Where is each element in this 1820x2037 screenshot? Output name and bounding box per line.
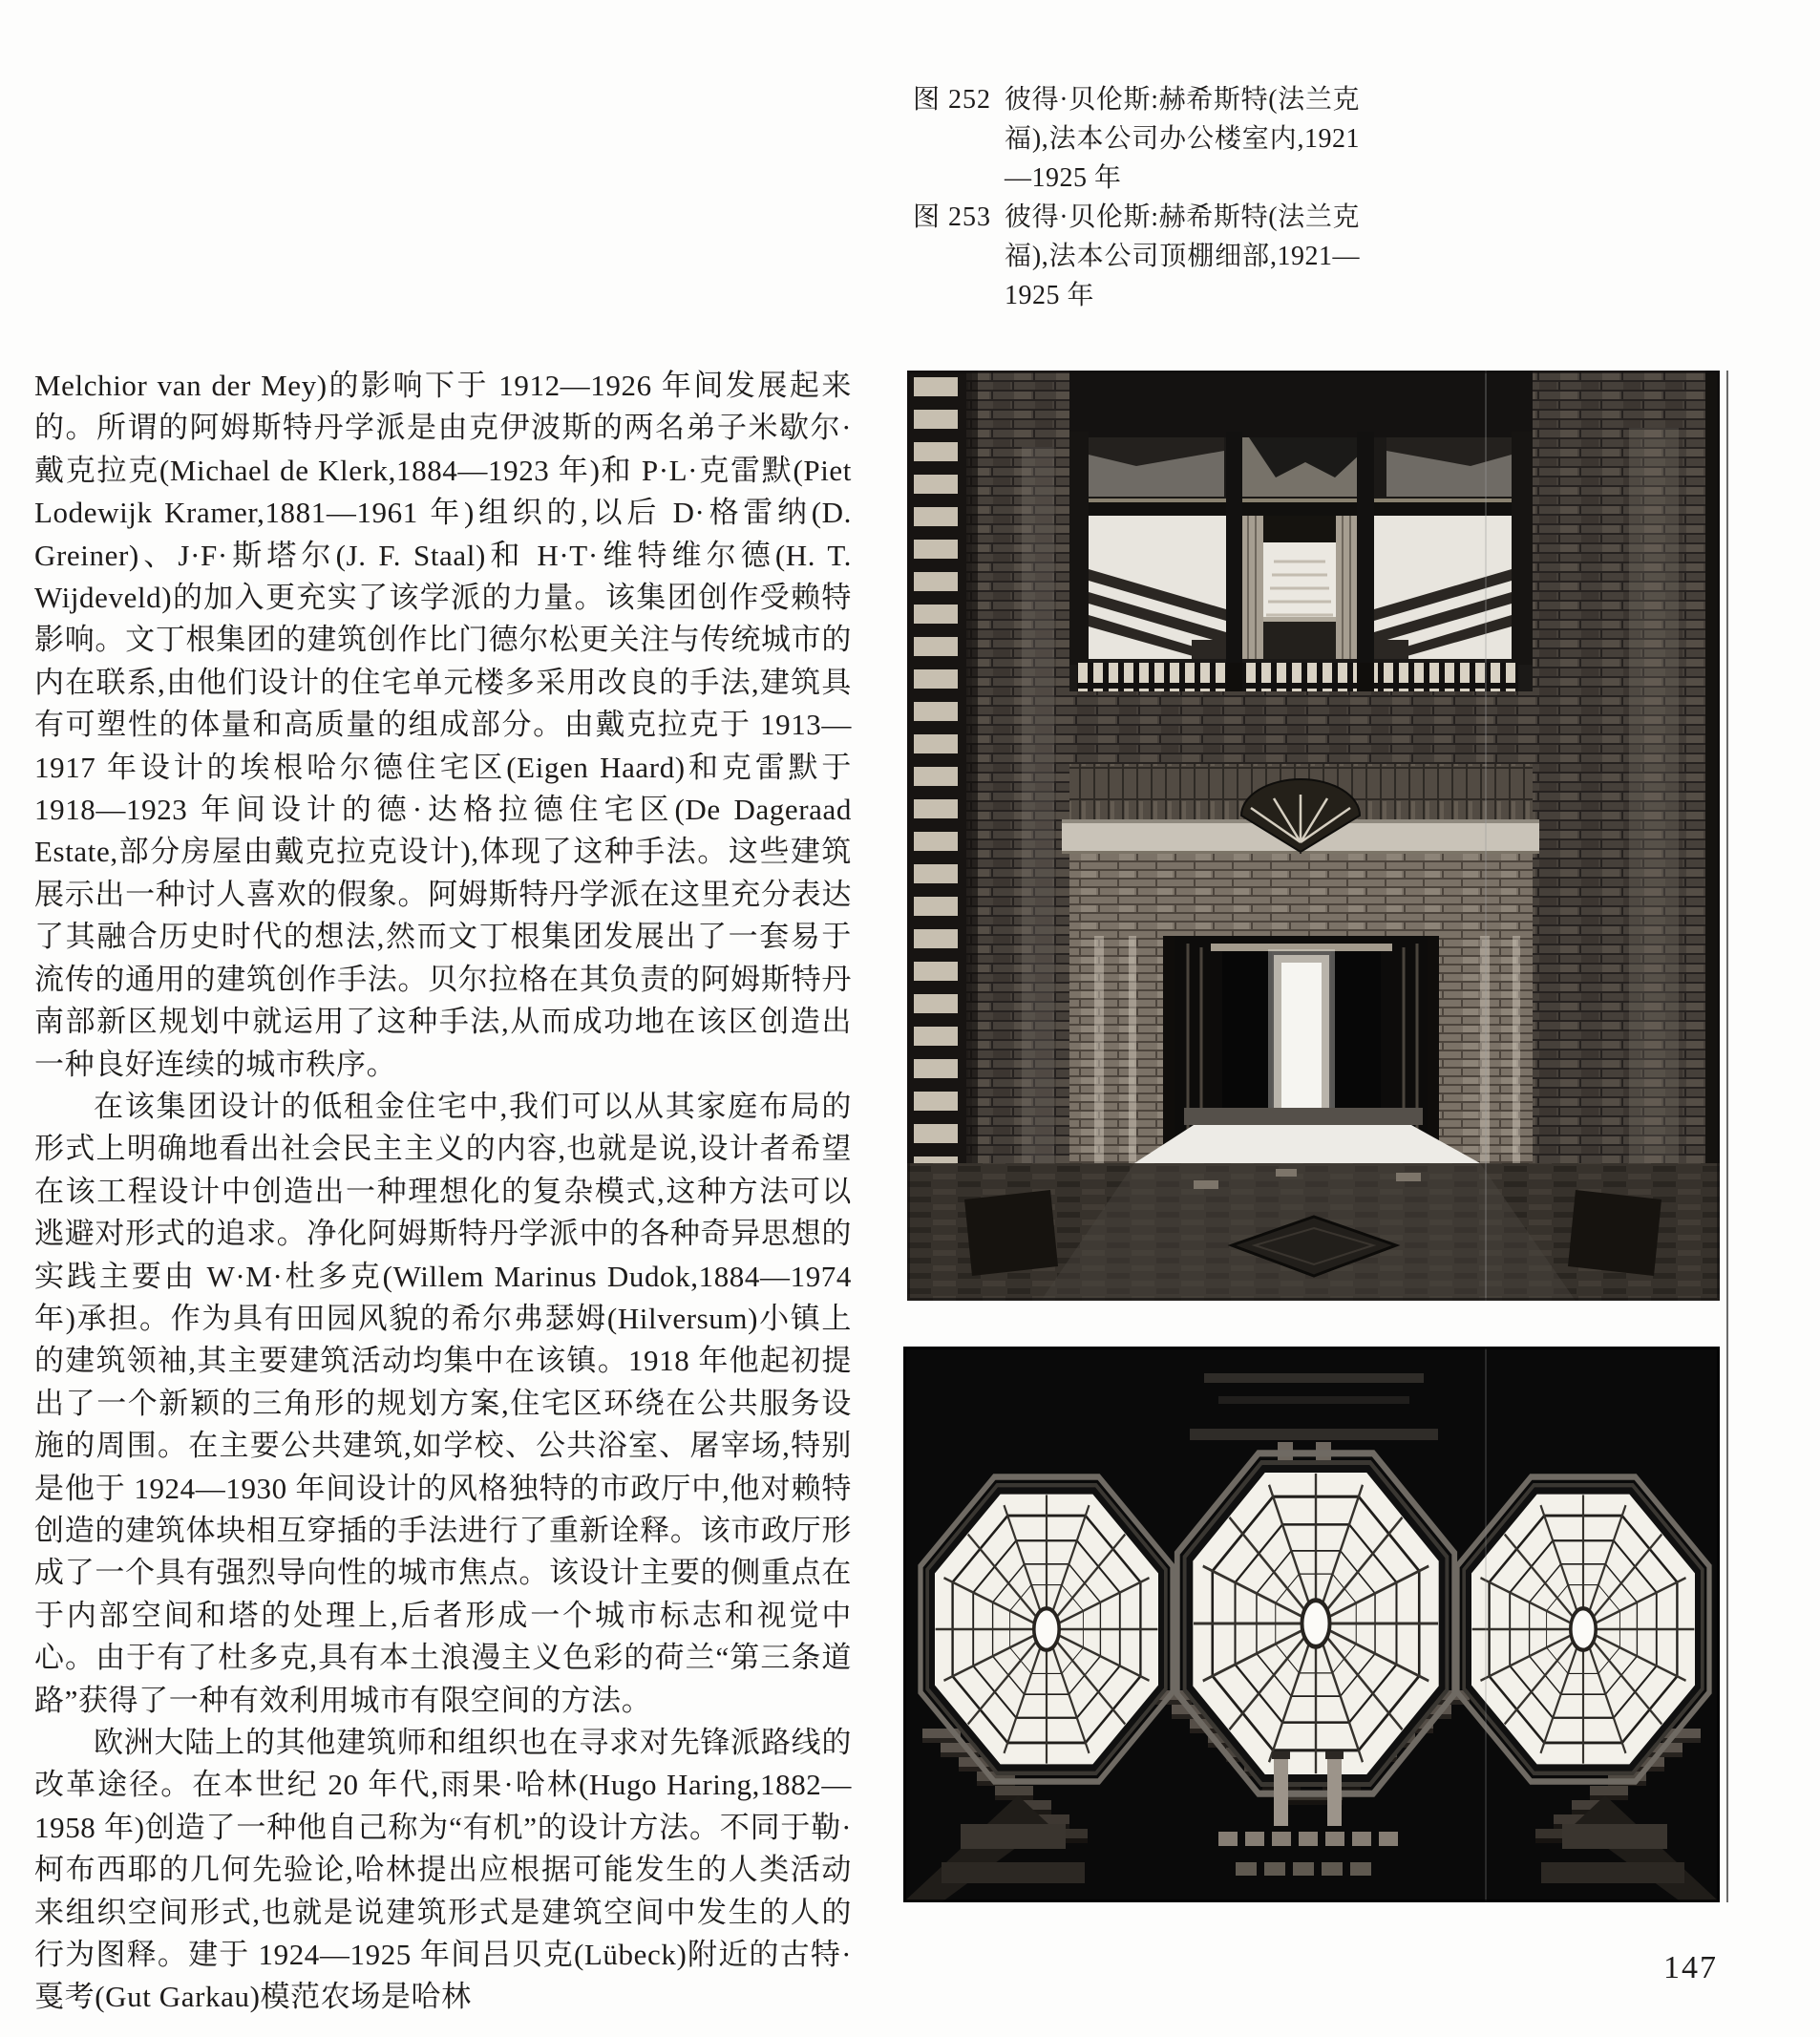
figure-caption: [913, 80, 1371, 198]
hoechst-ceiling-detail-photo: [903, 1347, 1720, 1902]
figure-caption-label: 图 253: [913, 202, 992, 232]
figure-caption: [913, 198, 1371, 315]
scan-crease-line: [1726, 371, 1728, 1902]
figure-captions: [913, 80, 1371, 315]
body-paragraph: 在该集团设计的低租金住宅中,我们可以从其家庭布局的形式上明确地看出社会民主主义的内容,也就是说,设计者希望在该工程设计中创造出一种理想化的复杂模式,这种方法可以逃避对形式的追求。净化阿姆斯特丹学派中的各种奇异思想的实践主要由 W·M·杜多克(Willem Marinus Dudok,1884—1974 年)承担。作为具有田园风貌的希尔弗瑟姆(Hilversum)小镇上的建筑领袖,其主要建筑活动均集中在该镇。1918 年他起初提出了一个新颖的三角形的规划方案,住宅区环绕在公共服务设施的周围。在主要公共建筑,如学校、公共浴室、屠宰场,特别是他于 1924—1930 年间设计的风格独特的市政厅中,他对赖特创造的建筑体块相互穿插的手法进行了重新诠释。该市政厅形成了一个具有强烈导向性的城市焦点。该设计主要的侧重点在于内部空间和塔的处理上,后者形成一个城市标志和视觉中心。由于有了杜多克,具有本土浪漫主义色彩的荷兰“第三条道路”获得了一种有效利用城市有限空间的方法。: [34, 1089, 853, 1717]
figure-caption-label: 图 252: [913, 85, 992, 115]
figure-caption-text: 彼得·贝伦斯:赫希斯特(法兰克福),法本公司办公楼室内,1921—1925 年: [1005, 85, 1360, 193]
figure-caption-text: 彼得·贝伦斯:赫希斯特(法兰克福),法本公司顶棚细部,1921—1925 年: [1005, 202, 1360, 310]
body-paragraph: 欧洲大陆上的其他建筑师和组织也在寻求对先锋派路线的改革途径。在本世纪 20 年代,雨果·哈林(Hugo Haring,1882—1958 年)创造了一种他自己称为“有机”的设计方法。不同于勒·柯布西耶的几何先验论,哈林提出应根据可能发生的人类活动来组织空间形式,也就是说建筑形式是建筑空间中发生的人的行为图释。建于 1924—1925 年间吕贝克(Lübeck)附近的古特·戛考(Gut Garkau)模范农场是哈林: [34, 1726, 852, 2014]
page-number: 147: [1663, 1950, 1718, 1985]
hoechst-ceiling-detail-photo: [903, 1347, 1720, 1902]
body-text: [34, 365, 852, 2019]
hoechst-office-interior-photo: [907, 371, 1720, 1301]
hoechst-office-interior-photo: [907, 371, 1720, 1301]
body-paragraph: Melchior van der Mey)的影响下于 1912—1926 年间发展起来的。所谓的阿姆斯特丹学派是由克伊波斯的两名弟子米歇尔·戴克拉克(Michael de Klerk,1884—1923 年)和 P·L·克雷默(Piet Lodewijk Kramer,1881—1961 年)组织的,以后 D·格雷纳(D. Greiner)、J·F·斯塔尔(J. F. Staal)和 H·T·维特维尔德(H. T. Wijdeveld)的加入更充实了该学派的力量。该集团创作受赖特影响。文丁根集团的建筑创作比门德尔松更关注与传统城市的内在联系,由他们设计的住宅单元楼多采用改良的手法,建筑具有可塑性的体量和高质量的组成部分。由戴克拉克于 1913—1917 年设计的埃根哈尔德住宅区(Eigen Haard)和克雷默于 1918—1923 年间设计的德·达格拉德住宅区(De Dageraad Estate,部分房屋由戴克拉克设计),体现了这种手法。这些建筑展示出一种讨人喜欢的假象。阿姆斯特丹学派在这里充分表达了其融合历史时代的想法,然而文丁根集团发展出了一套易于流传的通用的建筑创作手法。贝尔拉格在其负责的阿姆斯特丹南部新区规划中就运用了这种手法,从而成功地在该区创造出一种良好连续的城市秩序。: [34, 369, 852, 1081]
